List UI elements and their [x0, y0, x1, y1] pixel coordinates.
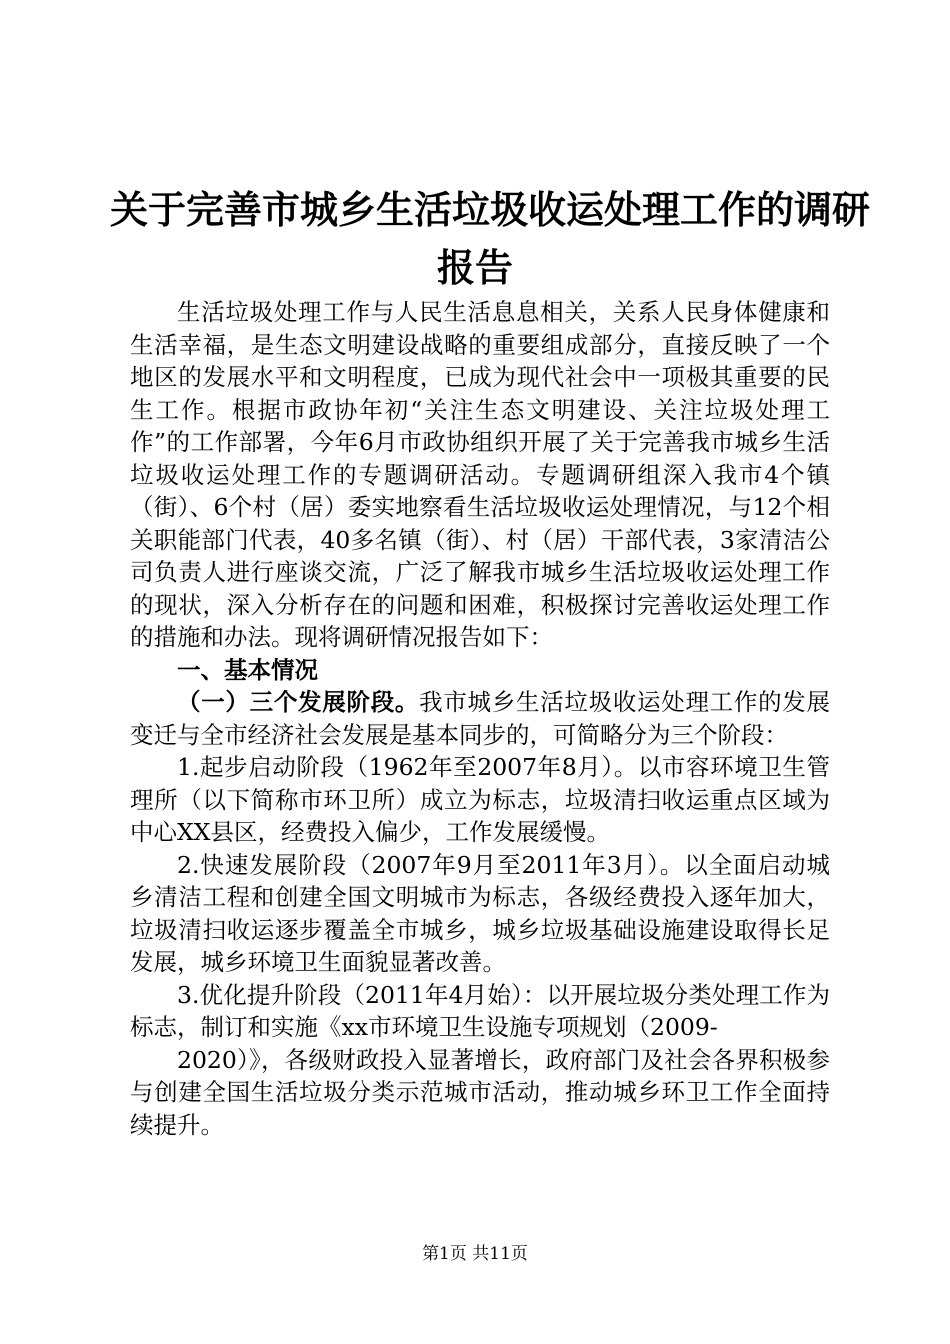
page-footer: 第1页 共11页 [422, 1244, 528, 1264]
section-heading-basic-situation: 一、基本情况 [177, 655, 318, 684]
subsection-text: 我市城乡生活垃圾收运处理工作的发展变迁与全市经济社会发展是基本同步的，可简略分为三个阶段： [130, 688, 831, 749]
document-body [130, 296, 830, 1141]
document-title-line-1: 关于完善市城乡生活垃圾收运处理工作的调研 [110, 188, 871, 232]
intro-paragraph: 生活垃圾处理工作与人民生活息息相关，关系人民身体健康和生活幸福，是生态文明建设战略的重要组成部分，直接反映了一个地区的发展水平和文明程度，已成为现代社会中一项极其重要的民生工作。根据市政协年初“关注生态文明建设、关注垃圾处理工作”的工作部署，今年6月市政协组织开展了关于完善我市城乡生活垃圾收运处理工作的专题调研活动。专题调研组深入我市4个镇（街）、6个村（居）委实地察看生活垃圾收运处理情况，与12个相关职能部门代表，40多名镇（街）、村（居）干部代表，3家清洁公司负责人进行座谈交流，广泛了解我市城乡生活垃圾收运处理工作的现状，深入分析存在的问题和困难，积极探讨完善收运处理工作的措施和办法。现将调研情况报告如下： [130, 298, 830, 651]
stage-3-paragraph-continued: 2020）》，各级财政投入显著增长，政府部门及社会各界积极参与创建全国生活垃圾分类示范城市活动，推动城乡环卫工作全面持续提升。 [130, 1045, 830, 1139]
stage-3-paragraph: 3.优化提升阶段（2011年4月始）：以开展垃圾分类处理工作为标志，制订和实施《xx市环境卫生设施专项规划（2009- [130, 980, 830, 1041]
subsection-three-stages [130, 686, 830, 751]
stage-1-paragraph: 1.起步启动阶段（1962年至2007年8月）。以市容环境卫生管理所（以下简称市环卫所）成立为标志，垃圾清扫收运重点区域为中心XX县区，经费投入偏少，工作发展缓慢。 [130, 753, 830, 846]
subsection-heading: （一）三个发展阶段。 [177, 688, 420, 716]
stage-2-paragraph: 2.快速发展阶段（2007年9月至2011年3月）。以全面启动城乡清洁工程和创建全国文明城市为标志，各级经费投入逐年加大，垃圾清扫收运逐步覆盖全市城乡，城乡垃圾基础设施建设取得长足发展，城乡环境卫生面貌显著改善。 [130, 850, 830, 976]
document-title-line-2: 报告 [436, 246, 513, 290]
